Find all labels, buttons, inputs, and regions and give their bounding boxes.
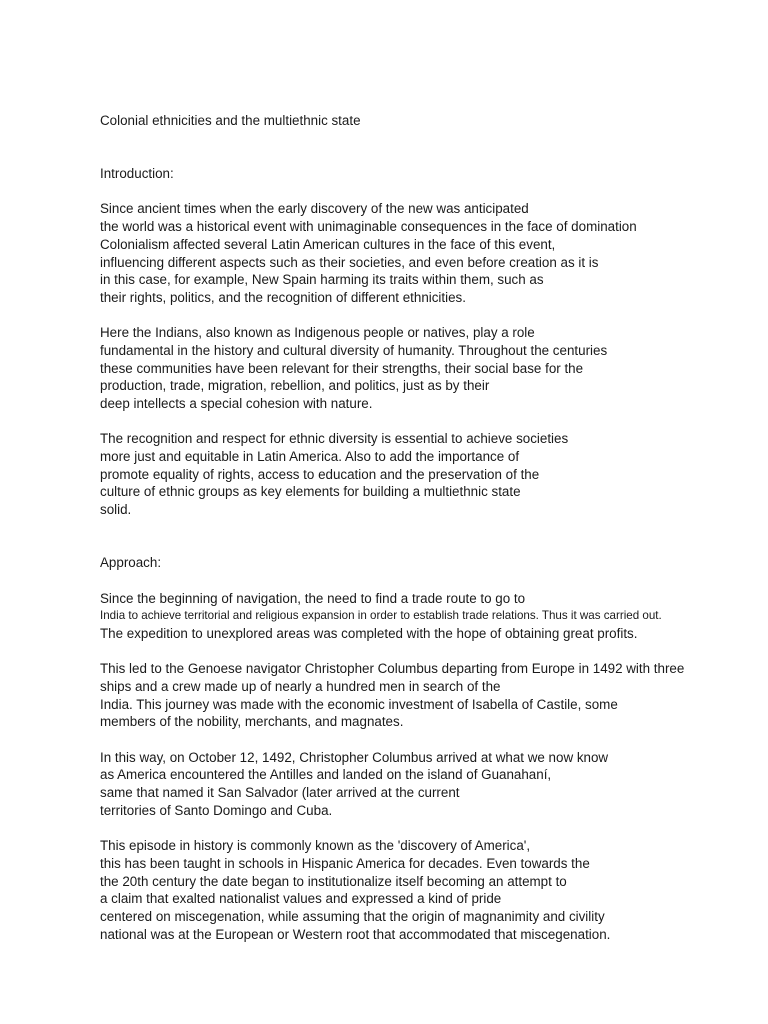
text-line: territories of Santo Domingo and Cuba. bbox=[100, 802, 333, 818]
text-line: This led to the Genoese navigator Christopher Columbus departing from Europe in 1492 with three bbox=[100, 661, 685, 677]
text-line: deep intellects a special cohesion with nature. bbox=[100, 396, 373, 412]
spacer bbox=[100, 519, 740, 554]
text-line: production, trade, migration, rebellion, and politics, just as by their bbox=[100, 378, 490, 394]
text-line: This episode in history is commonly known as the 'discovery of America', bbox=[100, 838, 531, 854]
text-line: centered on miscegenation, while assuming that the origin of magnanimity and civility bbox=[100, 908, 605, 924]
document-title: Colonial ethnicities and the multiethnic state bbox=[100, 113, 361, 128]
text-line: these communities have been relevant for their strengths, their social base for the bbox=[100, 360, 584, 376]
text-line: promote equality of rights, access to education and the preservation of the bbox=[100, 466, 540, 482]
spacer bbox=[100, 307, 740, 325]
spacer bbox=[100, 820, 740, 838]
text-line: India to achieve territorial and religious expansion in order to establish trade relations. Thus it was carried out. bbox=[100, 609, 662, 623]
introduction-heading: Introduction: bbox=[100, 166, 174, 182]
text-line: The recognition and respect for ethnic diversity is essential to achieve societies bbox=[100, 431, 569, 447]
text-line: Since the beginning of navigation, the need to find a trade route to go to bbox=[100, 590, 526, 606]
text-line: a claim that exalted nationalist values and expressed a kind of pride bbox=[100, 891, 502, 907]
text-line: same that named it San Salvador (later arrived at the current bbox=[100, 785, 460, 801]
text-line: Since ancient times when the early discovery of the new was anticipated bbox=[100, 201, 529, 217]
text-line: Here the Indians, also known as Indigenous people or natives, play a role bbox=[100, 325, 535, 341]
approach-paragraph-1 bbox=[100, 590, 740, 643]
spacer bbox=[100, 731, 740, 749]
text-line: the 20th century the date began to institutionalize itself becoming an attempt to bbox=[100, 873, 567, 889]
approach-paragraph-4 bbox=[100, 837, 740, 943]
text-line: more just and equitable in Latin America. Also to add the importance of bbox=[100, 449, 520, 465]
intro-paragraph-3 bbox=[100, 430, 740, 518]
approach-heading: Approach: bbox=[100, 555, 162, 571]
approach-paragraph-3 bbox=[100, 749, 740, 820]
text-line: ships and a crew made up of nearly a hundred men in search of the bbox=[100, 679, 501, 695]
text-line: as America encountered the Antilles and landed on the island of Guanahaní, bbox=[100, 767, 552, 783]
text-line: members of the nobility, merchants, and magnates. bbox=[100, 714, 404, 730]
spacer bbox=[100, 643, 740, 661]
text-line: In this way, on October 12, 1492, Christopher Columbus arrived at what we now know bbox=[100, 749, 609, 765]
spacer bbox=[100, 572, 740, 590]
text-line: solid. bbox=[100, 502, 132, 518]
document-body bbox=[100, 112, 740, 943]
text-line: The expedition to unexplored areas was completed with the hope of obtaining great profits. bbox=[100, 625, 638, 641]
text-line: their rights, politics, and the recognition of different ethnicities. bbox=[100, 289, 466, 305]
text-line: India. This journey was made with the economic investment of Isabella of Castile, some bbox=[100, 696, 618, 712]
text-line: this has been taught in schools in Hispanic America for decades. Even towards the bbox=[100, 855, 590, 871]
spacer bbox=[100, 183, 740, 201]
intro-paragraph-1 bbox=[100, 200, 740, 306]
text-line: national was at the European or Western root that accommodated that miscegenation. bbox=[100, 926, 611, 942]
spacer bbox=[100, 413, 740, 431]
intro-paragraph-2 bbox=[100, 324, 740, 412]
text-line: in this case, for example, New Spain harming its traits within them, such as bbox=[100, 272, 544, 288]
spacer bbox=[100, 130, 740, 165]
text-line: fundamental in the history and cultural diversity of humanity. Throughout the centuries bbox=[100, 342, 608, 358]
text-line: influencing different aspects such as their societies, and even before creation as it is bbox=[100, 254, 599, 270]
text-line: Colonialism affected several Latin American cultures in the face of this event, bbox=[100, 236, 556, 252]
text-line: the world was a historical event with unimaginable consequences in the face of domination bbox=[100, 219, 637, 235]
text-line: culture of ethnic groups as key elements for building a multiethnic state bbox=[100, 484, 521, 500]
approach-paragraph-2 bbox=[100, 660, 740, 731]
